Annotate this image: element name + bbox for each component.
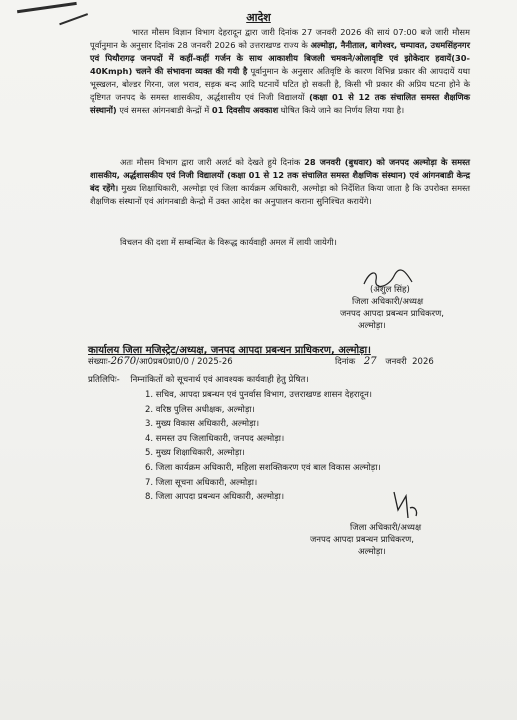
decision-text: घोषित किये जाने का निर्णय लिया गया है। (280, 105, 405, 115)
copy-recipients-list (145, 388, 381, 505)
closure-text: 28 जनवरी (बुधवार) को जनपद अल्मोड़ा के समस्त शासकीय, अर्द्धशासकीय एवं निजी विद्यालयों (कक्षा 01 से 12 तक संचालित समस्त शैक्षणिक संस्थान) एवं आंगनबाडी केन्द्र बंद रहेंगे। (90, 157, 470, 193)
ref-number: 2670 (110, 356, 137, 367)
signatory-designation: जिला अधिकारी/अध्यक्ष (350, 523, 422, 533)
reference-number-line (88, 356, 233, 367)
signatory-designation: जिला अधिकारी/अध्यक्ष (352, 297, 424, 307)
list-item: 3. मुख्य विकास अधिकारी, अल्मोड़ा। (145, 419, 260, 430)
copy-intro: निम्नांकितों को सूचनार्थ एवं आवश्यक कार्यवाही हेतु प्रेषित। (130, 375, 309, 385)
order-paragraph-1 (90, 26, 470, 117)
para1-text: भारत मौसम विज्ञान विभाग देहरादून द्वारा जारी दिनांक 27 जनवरी 2026 की सायं 07:00 बजे जारी मौसम पूर्वानुमान के अनुसार दिनांक 28 जनवरी 2026 को उत्तराखण्ड राज्य के (90, 27, 470, 50)
districts-text: अल्मोड़ा, नैनीताल, बागेश्वर, चम्पावत, उधमसिंहनगर एवं पिथौरागढ़ जनपदों में कहीं-कहीं गर्जन के साथ आकाशीय बिजली चमकने/ओलावृष्टि एवं झोकेदार हवायें(30-40Kmph) चलने की संभावना व्यक्त की गयी है (90, 40, 470, 76)
list-item: 5. मुख्य शिक्षाधिकारी, अल्मोड़ा। (145, 448, 245, 459)
list-item: 2. वरिष्ठ पुलिस अधीक्षक, अल्मोड़ा। (145, 404, 255, 415)
ref-code: /आ0प्रब0प्रा0/0 / 2025-26 (136, 357, 233, 367)
list-item: 1. सचिव, आपदा प्रबन्धन एवं पुनर्वास विभाग, उत्तराखण्ड शासन देहरादून। (145, 390, 373, 400)
signature-block-2 (310, 522, 422, 558)
signature-mark (388, 488, 424, 524)
list-item: 7. जिला सूचना अधिकारी, अल्मोड़ा। (145, 477, 258, 488)
date-label: दिनांक (335, 357, 356, 367)
reference-date (335, 356, 434, 367)
list-item: 6. जिला कार्यक्रम अधिकारी, महिला सशक्तिकरण एवं बाल विकास अल्मोड़ा। (145, 462, 381, 473)
copy-label: प्रतिलिपिः- (88, 375, 120, 385)
signatory-name: (अंशुल सिंह) (370, 285, 410, 295)
classes-text: (कक्षा 01 से 12 तक संचालित समस्त शैक्षणिक संस्थानों) (90, 92, 470, 115)
signatory-place: अल्मोड़ा। (358, 321, 386, 331)
list-item: 4. समस्त उप जिलाधिकारी, जनपद अल्मोड़ा। (145, 433, 285, 444)
signatory-org: जनपद आपदा प्रबन्धन प्राधिकरण, (310, 535, 415, 545)
list-item: 8. जिला आपदा प्रबन्धन अधिकारी, अल्मोड़ा। (145, 492, 285, 503)
aanganwadi-text: एवं समस्त आंगनबाडी केन्द्रों में (119, 105, 210, 115)
signatory-place: अल्मोड़ा। (358, 547, 386, 557)
ref-label: संख्याः- (88, 357, 111, 367)
copy-prefix (88, 374, 309, 385)
para2-text: पूर्वानुमान के अनुसार अतिवृष्टि के कारण विभिन्न प्रकार की आपदायें यथा भूस्खलन, बोल्डर गिरना, जल भराव, सड़क बन्द आदि घटनायें घटित हो सकती है, किसी भी प्रकार की अप्रिय घटना होने के दृष्टिगत जनपद के समस्त शासकीय, अर्द्धशासीय एवं निजी विद्यालयों (90, 66, 471, 102)
holiday-text: 01 दिवसीय अवकाश (211, 105, 279, 115)
directive-text: मुख्य शिक्षाधिकारी, अल्मोड़ा एवं जिला कार्यक्रम अधिकारी, अल्मोड़ा को निर्देशित किया जाता है कि उपरोक्त समस्त शैक्षणिक संस्थानों एवं आंगनबाडी केन्द्रो में उक्त आदेश का अनुपालन कराना सुनिश्चित करायेंगे। (90, 183, 470, 206)
order-paragraph-3 (90, 236, 470, 249)
alert-text: अतः मौसम विभाग द्वारा जारी अलर्ट को देखते हुये दिनांक (120, 157, 301, 167)
date-number: 27 (363, 356, 377, 367)
signatory-org: जनपद आपदा प्रबन्धन प्राधिकरण, (340, 309, 445, 319)
date-rest: जनवरी 2026 (385, 357, 434, 367)
signature-block-1 (340, 284, 445, 332)
order-title: आदेश (246, 11, 271, 24)
order-paragraph-2 (90, 156, 470, 208)
office-heading: कार्यालय जिला मजिस्ट्रेट/अध्यक्ष, जनपद आपदा प्रबन्धन प्राधिकरण, अल्मोड़ा। (88, 345, 371, 356)
deviation-text: विचलन की दशा में सम्बन्धित के विरूद्ध कार्यवाही अमल में लायी जायेगी। (120, 237, 337, 247)
